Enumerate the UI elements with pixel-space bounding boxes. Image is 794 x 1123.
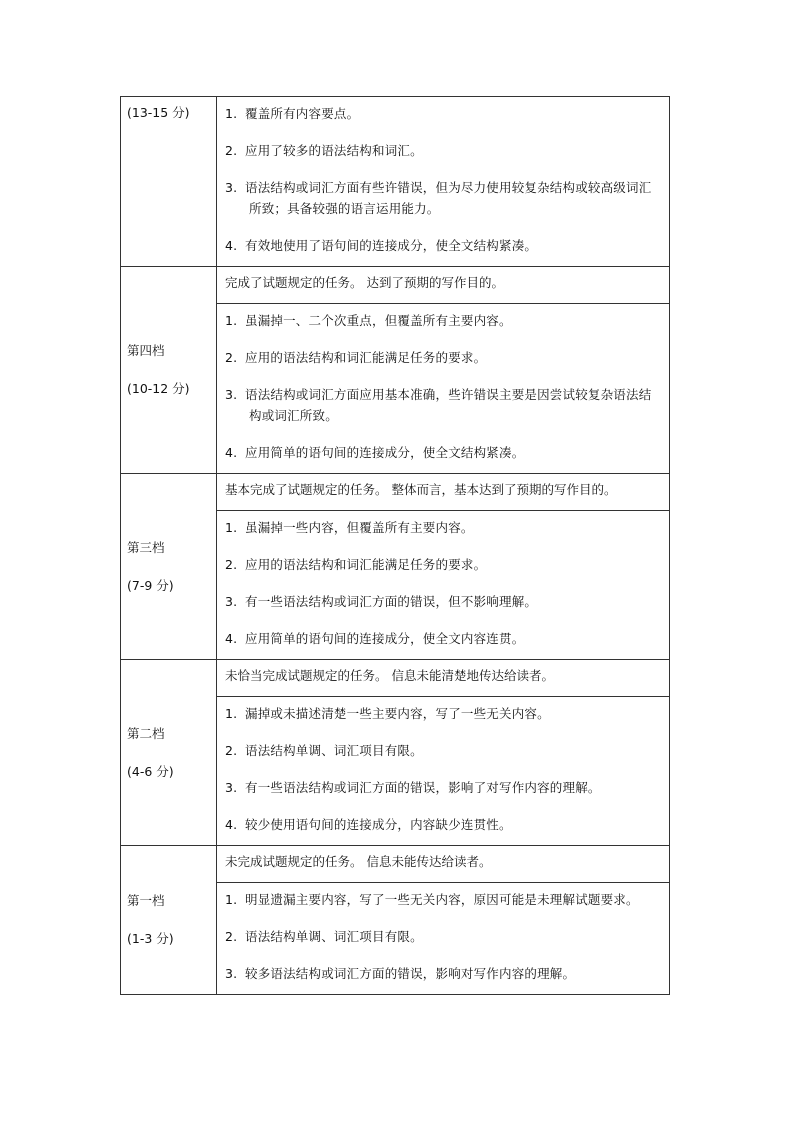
criteria-item: 3. 有一些语法结构或词汇方面的错误，影响了对写作内容的理解。 [225,780,601,795]
criteria-item: 3. 较多语法结构或词汇方面的错误，影响对写作内容的理解。 [225,966,576,981]
band-label-cell [121,97,217,267]
criteria-item: 4. 应用简单的语句间的连接成分，使全文结构紧凑。 [225,445,525,460]
band-score: (7-9 分) [127,577,174,593]
criteria-item: 4. 有效地使用了语句间的连接成分，使全文结构紧凑。 [225,238,538,253]
band-name: 第一档 [127,893,165,908]
band-label-cell [121,267,217,474]
criteria-list [217,511,670,660]
band-label-cell [121,846,217,995]
criteria-item: 1. 虽漏掉一、二个次重点，但覆盖所有主要内容。 [225,313,512,328]
band-summary: 基本完成了试题规定的任务。 整体而言，基本达到了预期的写作目的。 [217,474,670,511]
band-row-3-summary [121,474,670,511]
band-score: (13-15 分) [127,105,190,120]
band-score: (1-3 分) [127,931,174,946]
band-label-cell [121,660,217,846]
band-score: (10-12 分) [127,381,190,396]
criteria-item: 2. 语法结构单调、词汇项目有限。 [225,743,423,758]
criteria-item: 2. 应用的语法结构和词汇能满足任务的要求。 [225,350,487,365]
band-row-2-summary [121,660,670,697]
criteria-item: 3. 语法结构或词汇方面有些许错误，但为尽力使用较复杂结构或较高级词汇所致；具备较强的语言运用能力。 [225,180,652,216]
band-name: 第三档 [127,539,165,555]
criteria-item: 1. 明显遗漏主要内容，写了一些无关内容，原因可能是未理解试题要求。 [225,892,639,907]
criteria-item: 2. 应用的语法结构和词汇能满足任务的要求。 [225,557,487,572]
band-label-cell [121,474,217,660]
band-summary: 未恰当完成试题规定的任务。 信息未能清楚地传达给读者。 [217,660,670,697]
band-row-4-summary [121,267,670,304]
band-row-1-summary [121,846,670,883]
band-row-top [121,97,670,267]
criteria-item: 3. 语法结构或词汇方面应用基本准确，些许错误主要是因尝试较复杂语法结构或词汇所致。 [225,387,652,423]
criteria-item: 1. 虽漏掉一些内容，但覆盖所有主要内容。 [225,520,474,535]
criteria-item: 1. 覆盖所有内容要点。 [225,106,360,121]
criteria-list [217,883,670,995]
criteria-item: 4. 较少使用语句间的连接成分，内容缺少连贯性。 [225,817,512,832]
band-name: 第四档 [127,343,165,358]
criteria-item: 3. 有一些语法结构或词汇方面的错误，但不影响理解。 [225,594,538,609]
criteria-item: 4. 应用简单的语句间的连接成分，使全文内容连贯。 [225,631,525,646]
criteria-item: 2. 语法结构单调、词汇项目有限。 [225,929,423,944]
criteria-list [217,97,670,267]
scoring-rubric-table [120,96,670,995]
criteria-list [217,304,670,474]
criteria-list [217,697,670,846]
band-name: 第二档 [127,725,165,741]
band-summary: 完成了试题规定的任务。 达到了预期的写作目的。 [217,267,670,304]
band-summary: 未完成试题规定的任务。 信息未能传达给读者。 [217,846,670,883]
criteria-item: 1. 漏掉或未描述清楚一些主要内容，写了一些无关内容。 [225,706,550,721]
criteria-item: 2. 应用了较多的语法结构和词汇。 [225,143,423,158]
band-score: (4-6 分) [127,763,174,779]
